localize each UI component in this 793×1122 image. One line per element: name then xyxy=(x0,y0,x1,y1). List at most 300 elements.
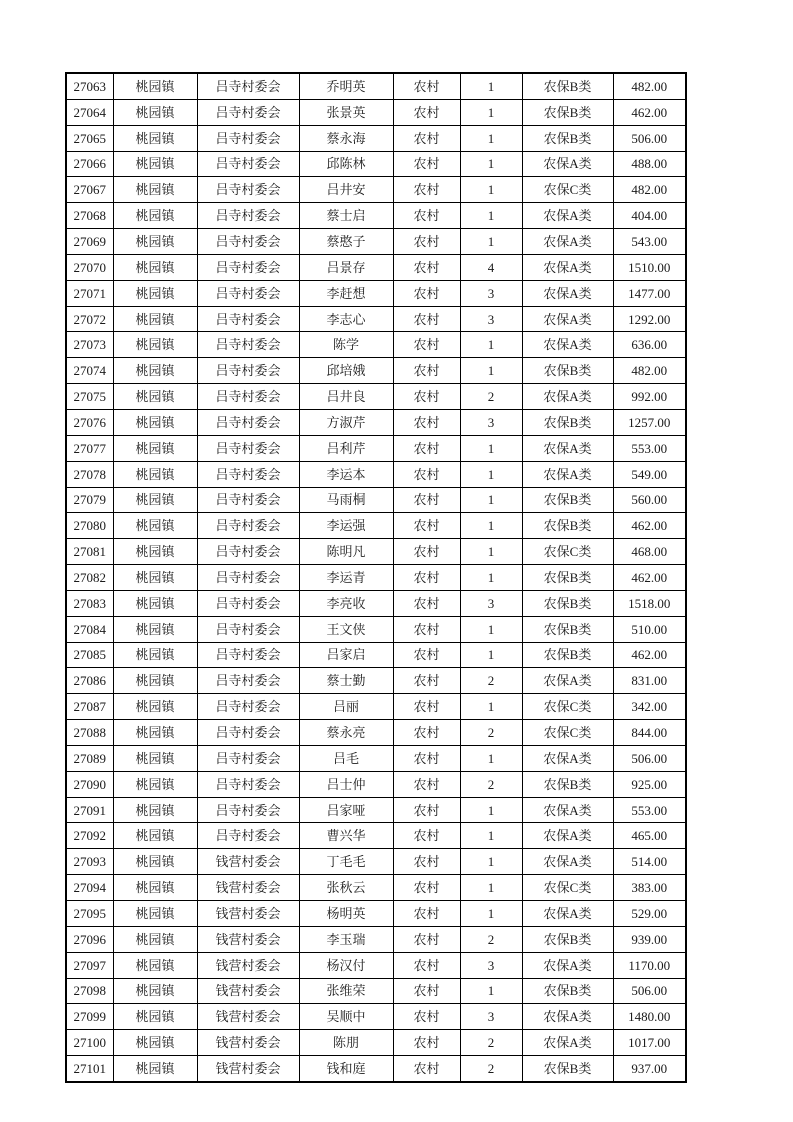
cell-household-type: 农村 xyxy=(393,177,460,203)
cell-insurance-category: 农保B类 xyxy=(522,771,613,797)
cell-household-type: 农村 xyxy=(393,306,460,332)
cell-id: 27070 xyxy=(66,254,113,280)
cell-village: 吕寺村委会 xyxy=(197,616,299,642)
cell-insurance-category: 农保A类 xyxy=(522,306,613,332)
cell-person-count: 2 xyxy=(460,771,522,797)
benefits-table xyxy=(65,72,687,1083)
cell-amount: 1510.00 xyxy=(613,254,686,280)
table-row xyxy=(66,668,686,694)
cell-person-count: 1 xyxy=(460,99,522,125)
cell-amount: 383.00 xyxy=(613,875,686,901)
cell-town: 桃园镇 xyxy=(113,358,197,384)
cell-town: 桃园镇 xyxy=(113,565,197,591)
cell-id: 27076 xyxy=(66,409,113,435)
cell-person-count: 1 xyxy=(460,745,522,771)
cell-insurance-category: 农保B类 xyxy=(522,99,613,125)
cell-name: 张维荣 xyxy=(299,978,393,1004)
cell-name: 杨汉付 xyxy=(299,952,393,978)
cell-village: 吕寺村委会 xyxy=(197,694,299,720)
cell-name: 王文侠 xyxy=(299,616,393,642)
cell-id: 27078 xyxy=(66,461,113,487)
cell-town: 桃园镇 xyxy=(113,875,197,901)
cell-household-type: 农村 xyxy=(393,875,460,901)
cell-town: 桃园镇 xyxy=(113,435,197,461)
cell-id: 27099 xyxy=(66,1004,113,1030)
cell-village: 钱营村委会 xyxy=(197,1030,299,1056)
cell-person-count: 2 xyxy=(460,720,522,746)
cell-village: 吕寺村委会 xyxy=(197,229,299,255)
table-row xyxy=(66,332,686,358)
cell-name: 吴顺中 xyxy=(299,1004,393,1030)
cell-town: 桃园镇 xyxy=(113,926,197,952)
cell-household-type: 农村 xyxy=(393,229,460,255)
cell-person-count: 1 xyxy=(460,177,522,203)
cell-household-type: 农村 xyxy=(393,694,460,720)
cell-town: 桃园镇 xyxy=(113,513,197,539)
cell-town: 桃园镇 xyxy=(113,1030,197,1056)
cell-amount: 1292.00 xyxy=(613,306,686,332)
cell-amount: 342.00 xyxy=(613,694,686,720)
cell-person-count: 1 xyxy=(460,694,522,720)
cell-id: 27072 xyxy=(66,306,113,332)
cell-amount: 404.00 xyxy=(613,203,686,229)
cell-amount: 482.00 xyxy=(613,358,686,384)
cell-household-type: 农村 xyxy=(393,616,460,642)
table-row xyxy=(66,797,686,823)
table-row xyxy=(66,280,686,306)
cell-village: 吕寺村委会 xyxy=(197,720,299,746)
cell-village: 吕寺村委会 xyxy=(197,565,299,591)
cell-insurance-category: 农保C类 xyxy=(522,875,613,901)
cell-insurance-category: 农保B类 xyxy=(522,513,613,539)
cell-amount: 1477.00 xyxy=(613,280,686,306)
cell-person-count: 1 xyxy=(460,849,522,875)
cell-village: 钱营村委会 xyxy=(197,1056,299,1082)
cell-id: 27094 xyxy=(66,875,113,901)
table-row xyxy=(66,384,686,410)
cell-id: 27082 xyxy=(66,565,113,591)
table-row xyxy=(66,849,686,875)
table-row xyxy=(66,435,686,461)
cell-id: 27065 xyxy=(66,125,113,151)
cell-name: 丁毛毛 xyxy=(299,849,393,875)
table-row xyxy=(66,306,686,332)
cell-village: 吕寺村委会 xyxy=(197,771,299,797)
cell-person-count: 3 xyxy=(460,590,522,616)
cell-household-type: 农村 xyxy=(393,358,460,384)
cell-village: 吕寺村委会 xyxy=(197,73,299,99)
cell-household-type: 农村 xyxy=(393,901,460,927)
cell-id: 27077 xyxy=(66,435,113,461)
cell-insurance-category: 农保B类 xyxy=(522,642,613,668)
cell-amount: 482.00 xyxy=(613,177,686,203)
cell-name: 陈明凡 xyxy=(299,539,393,565)
cell-person-count: 3 xyxy=(460,409,522,435)
table-row xyxy=(66,694,686,720)
cell-amount: 462.00 xyxy=(613,99,686,125)
cell-town: 桃园镇 xyxy=(113,642,197,668)
cell-insurance-category: 农保A类 xyxy=(522,823,613,849)
table-row xyxy=(66,590,686,616)
cell-village: 钱营村委会 xyxy=(197,875,299,901)
table-row xyxy=(66,901,686,927)
cell-name: 吕井良 xyxy=(299,384,393,410)
cell-village: 吕寺村委会 xyxy=(197,539,299,565)
cell-id: 27084 xyxy=(66,616,113,642)
cell-insurance-category: 农保A类 xyxy=(522,229,613,255)
cell-person-count: 2 xyxy=(460,668,522,694)
cell-household-type: 农村 xyxy=(393,797,460,823)
cell-village: 吕寺村委会 xyxy=(197,513,299,539)
cell-person-count: 1 xyxy=(460,642,522,668)
cell-household-type: 农村 xyxy=(393,461,460,487)
cell-insurance-category: 农保A类 xyxy=(522,332,613,358)
cell-id: 27100 xyxy=(66,1030,113,1056)
cell-name: 蔡士启 xyxy=(299,203,393,229)
cell-name: 蔡憨子 xyxy=(299,229,393,255)
cell-amount: 1170.00 xyxy=(613,952,686,978)
cell-person-count: 1 xyxy=(460,616,522,642)
cell-town: 桃园镇 xyxy=(113,177,197,203)
cell-id: 27098 xyxy=(66,978,113,1004)
table-row xyxy=(66,513,686,539)
cell-household-type: 农村 xyxy=(393,642,460,668)
cell-household-type: 农村 xyxy=(393,203,460,229)
cell-person-count: 4 xyxy=(460,254,522,280)
table-row xyxy=(66,875,686,901)
cell-town: 桃园镇 xyxy=(113,125,197,151)
cell-town: 桃园镇 xyxy=(113,771,197,797)
cell-insurance-category: 农保C类 xyxy=(522,720,613,746)
cell-village: 吕寺村委会 xyxy=(197,99,299,125)
table-row xyxy=(66,1004,686,1030)
cell-amount: 462.00 xyxy=(613,513,686,539)
cell-household-type: 农村 xyxy=(393,73,460,99)
cell-person-count: 3 xyxy=(460,280,522,306)
cell-insurance-category: 农保A类 xyxy=(522,461,613,487)
cell-amount: 462.00 xyxy=(613,565,686,591)
table-row xyxy=(66,1030,686,1056)
table-row xyxy=(66,409,686,435)
cell-name: 曹兴华 xyxy=(299,823,393,849)
cell-insurance-category: 农保B类 xyxy=(522,409,613,435)
cell-name: 乔明英 xyxy=(299,73,393,99)
table-row xyxy=(66,229,686,255)
table-row xyxy=(66,99,686,125)
cell-insurance-category: 农保A类 xyxy=(522,797,613,823)
cell-amount: 529.00 xyxy=(613,901,686,927)
cell-town: 桃园镇 xyxy=(113,720,197,746)
cell-household-type: 农村 xyxy=(393,1056,460,1082)
cell-town: 桃园镇 xyxy=(113,978,197,1004)
table-row xyxy=(66,823,686,849)
cell-village: 吕寺村委会 xyxy=(197,125,299,151)
cell-household-type: 农村 xyxy=(393,849,460,875)
cell-amount: 482.00 xyxy=(613,73,686,99)
cell-name: 蔡永海 xyxy=(299,125,393,151)
cell-household-type: 农村 xyxy=(393,668,460,694)
cell-village: 吕寺村委会 xyxy=(197,177,299,203)
table-row xyxy=(66,461,686,487)
cell-name: 吕丽 xyxy=(299,694,393,720)
cell-insurance-category: 农保C类 xyxy=(522,694,613,720)
cell-village: 吕寺村委会 xyxy=(197,823,299,849)
cell-id: 27090 xyxy=(66,771,113,797)
cell-insurance-category: 农保B类 xyxy=(522,487,613,513)
cell-id: 27095 xyxy=(66,901,113,927)
cell-town: 桃园镇 xyxy=(113,590,197,616)
cell-name: 李运强 xyxy=(299,513,393,539)
cell-amount: 553.00 xyxy=(613,797,686,823)
cell-village: 吕寺村委会 xyxy=(197,384,299,410)
cell-household-type: 农村 xyxy=(393,771,460,797)
cell-id: 27087 xyxy=(66,694,113,720)
cell-household-type: 农村 xyxy=(393,590,460,616)
cell-name: 李玉瑞 xyxy=(299,926,393,952)
cell-village: 吕寺村委会 xyxy=(197,487,299,513)
table-row xyxy=(66,565,686,591)
cell-town: 桃园镇 xyxy=(113,254,197,280)
cell-person-count: 1 xyxy=(460,358,522,384)
cell-name: 吕毛 xyxy=(299,745,393,771)
cell-amount: 925.00 xyxy=(613,771,686,797)
cell-household-type: 农村 xyxy=(393,409,460,435)
cell-person-count: 3 xyxy=(460,306,522,332)
table-row xyxy=(66,358,686,384)
cell-insurance-category: 农保A类 xyxy=(522,849,613,875)
cell-name: 邱培娥 xyxy=(299,358,393,384)
cell-village: 吕寺村委会 xyxy=(197,280,299,306)
table-row xyxy=(66,203,686,229)
cell-insurance-category: 农保A类 xyxy=(522,901,613,927)
cell-village: 吕寺村委会 xyxy=(197,358,299,384)
cell-town: 桃园镇 xyxy=(113,151,197,177)
cell-person-count: 1 xyxy=(460,435,522,461)
cell-insurance-category: 农保A类 xyxy=(522,668,613,694)
cell-household-type: 农村 xyxy=(393,565,460,591)
cell-town: 桃园镇 xyxy=(113,487,197,513)
cell-name: 吕利芹 xyxy=(299,435,393,461)
cell-amount: 939.00 xyxy=(613,926,686,952)
table-row xyxy=(66,1056,686,1082)
cell-insurance-category: 农保A类 xyxy=(522,1030,613,1056)
cell-town: 桃园镇 xyxy=(113,1056,197,1082)
cell-amount: 1518.00 xyxy=(613,590,686,616)
cell-id: 27064 xyxy=(66,99,113,125)
cell-village: 吕寺村委会 xyxy=(197,590,299,616)
cell-id: 27083 xyxy=(66,590,113,616)
cell-village: 钱营村委会 xyxy=(197,952,299,978)
cell-town: 桃园镇 xyxy=(113,539,197,565)
cell-id: 27101 xyxy=(66,1056,113,1082)
cell-name: 吕家启 xyxy=(299,642,393,668)
cell-village: 吕寺村委会 xyxy=(197,745,299,771)
cell-insurance-category: 农保B类 xyxy=(522,1056,613,1082)
cell-insurance-category: 农保B类 xyxy=(522,73,613,99)
cell-household-type: 农村 xyxy=(393,254,460,280)
cell-name: 吕井安 xyxy=(299,177,393,203)
cell-town: 桃园镇 xyxy=(113,668,197,694)
cell-amount: 553.00 xyxy=(613,435,686,461)
cell-household-type: 农村 xyxy=(393,99,460,125)
table-row xyxy=(66,616,686,642)
cell-amount: 1257.00 xyxy=(613,409,686,435)
cell-amount: 831.00 xyxy=(613,668,686,694)
table-row xyxy=(66,151,686,177)
cell-amount: 488.00 xyxy=(613,151,686,177)
cell-town: 桃园镇 xyxy=(113,73,197,99)
cell-name: 杨明英 xyxy=(299,901,393,927)
table-row xyxy=(66,978,686,1004)
cell-id: 27079 xyxy=(66,487,113,513)
cell-insurance-category: 农保A类 xyxy=(522,203,613,229)
cell-id: 27096 xyxy=(66,926,113,952)
cell-town: 桃园镇 xyxy=(113,203,197,229)
cell-id: 27088 xyxy=(66,720,113,746)
cell-town: 桃园镇 xyxy=(113,280,197,306)
cell-amount: 937.00 xyxy=(613,1056,686,1082)
cell-person-count: 1 xyxy=(460,823,522,849)
cell-amount: 506.00 xyxy=(613,745,686,771)
cell-insurance-category: 农保B类 xyxy=(522,358,613,384)
cell-village: 钱营村委会 xyxy=(197,849,299,875)
cell-amount: 465.00 xyxy=(613,823,686,849)
cell-name: 吕家哑 xyxy=(299,797,393,823)
cell-id: 27068 xyxy=(66,203,113,229)
cell-name: 蔡永亮 xyxy=(299,720,393,746)
cell-name: 李赶想 xyxy=(299,280,393,306)
cell-town: 桃园镇 xyxy=(113,694,197,720)
cell-id: 27075 xyxy=(66,384,113,410)
cell-id: 27069 xyxy=(66,229,113,255)
cell-person-count: 1 xyxy=(460,978,522,1004)
cell-insurance-category: 农保B类 xyxy=(522,616,613,642)
cell-insurance-category: 农保B类 xyxy=(522,926,613,952)
cell-person-count: 1 xyxy=(460,901,522,927)
cell-name: 方淑芹 xyxy=(299,409,393,435)
cell-person-count: 1 xyxy=(460,539,522,565)
cell-id: 27073 xyxy=(66,332,113,358)
cell-amount: 636.00 xyxy=(613,332,686,358)
cell-id: 27089 xyxy=(66,745,113,771)
cell-name: 邱陈林 xyxy=(299,151,393,177)
cell-village: 钱营村委会 xyxy=(197,926,299,952)
cell-village: 吕寺村委会 xyxy=(197,435,299,461)
cell-amount: 1017.00 xyxy=(613,1030,686,1056)
cell-insurance-category: 农保B类 xyxy=(522,125,613,151)
cell-town: 桃园镇 xyxy=(113,952,197,978)
cell-name: 陈学 xyxy=(299,332,393,358)
cell-village: 吕寺村委会 xyxy=(197,461,299,487)
table-row xyxy=(66,177,686,203)
cell-town: 桃园镇 xyxy=(113,229,197,255)
table-row xyxy=(66,771,686,797)
cell-household-type: 农村 xyxy=(393,280,460,306)
cell-amount: 506.00 xyxy=(613,125,686,151)
cell-amount: 462.00 xyxy=(613,642,686,668)
cell-person-count: 2 xyxy=(460,1030,522,1056)
cell-village: 吕寺村委会 xyxy=(197,642,299,668)
cell-village: 吕寺村委会 xyxy=(197,668,299,694)
cell-person-count: 1 xyxy=(460,565,522,591)
cell-insurance-category: 农保A类 xyxy=(522,745,613,771)
cell-person-count: 1 xyxy=(460,73,522,99)
cell-id: 27066 xyxy=(66,151,113,177)
cell-person-count: 1 xyxy=(460,229,522,255)
cell-village: 吕寺村委会 xyxy=(197,203,299,229)
cell-name: 李亮收 xyxy=(299,590,393,616)
cell-amount: 510.00 xyxy=(613,616,686,642)
cell-name: 陈朋 xyxy=(299,1030,393,1056)
cell-insurance-category: 农保A类 xyxy=(522,435,613,461)
cell-id: 27091 xyxy=(66,797,113,823)
cell-amount: 844.00 xyxy=(613,720,686,746)
cell-amount: 560.00 xyxy=(613,487,686,513)
cell-village: 吕寺村委会 xyxy=(197,306,299,332)
cell-village: 吕寺村委会 xyxy=(197,409,299,435)
cell-person-count: 1 xyxy=(460,487,522,513)
cell-id: 27097 xyxy=(66,952,113,978)
cell-household-type: 农村 xyxy=(393,435,460,461)
cell-id: 27093 xyxy=(66,849,113,875)
cell-insurance-category: 农保B类 xyxy=(522,565,613,591)
cell-town: 桃园镇 xyxy=(113,1004,197,1030)
table-row xyxy=(66,487,686,513)
cell-person-count: 1 xyxy=(460,151,522,177)
cell-person-count: 1 xyxy=(460,203,522,229)
table-row xyxy=(66,125,686,151)
cell-person-count: 3 xyxy=(460,1004,522,1030)
cell-amount: 468.00 xyxy=(613,539,686,565)
cell-person-count: 2 xyxy=(460,1056,522,1082)
cell-insurance-category: 农保A类 xyxy=(522,952,613,978)
cell-village: 钱营村委会 xyxy=(197,901,299,927)
cell-village: 钱营村委会 xyxy=(197,978,299,1004)
cell-id: 27081 xyxy=(66,539,113,565)
cell-town: 桃园镇 xyxy=(113,849,197,875)
cell-household-type: 农村 xyxy=(393,384,460,410)
cell-household-type: 农村 xyxy=(393,1004,460,1030)
table-row xyxy=(66,642,686,668)
cell-town: 桃园镇 xyxy=(113,745,197,771)
cell-town: 桃园镇 xyxy=(113,332,197,358)
cell-household-type: 农村 xyxy=(393,125,460,151)
cell-household-type: 农村 xyxy=(393,539,460,565)
table-row xyxy=(66,720,686,746)
cell-household-type: 农村 xyxy=(393,978,460,1004)
cell-town: 桃园镇 xyxy=(113,616,197,642)
cell-town: 桃园镇 xyxy=(113,797,197,823)
cell-insurance-category: 农保C类 xyxy=(522,177,613,203)
cell-id: 27071 xyxy=(66,280,113,306)
cell-town: 桃园镇 xyxy=(113,461,197,487)
cell-town: 桃园镇 xyxy=(113,823,197,849)
cell-id: 27074 xyxy=(66,358,113,384)
cell-town: 桃园镇 xyxy=(113,384,197,410)
cell-name: 马雨桐 xyxy=(299,487,393,513)
cell-insurance-category: 农保A类 xyxy=(522,151,613,177)
cell-village: 钱营村委会 xyxy=(197,1004,299,1030)
cell-household-type: 农村 xyxy=(393,1030,460,1056)
cell-town: 桃园镇 xyxy=(113,99,197,125)
cell-name: 张秋云 xyxy=(299,875,393,901)
cell-household-type: 农村 xyxy=(393,720,460,746)
cell-town: 桃园镇 xyxy=(113,306,197,332)
cell-person-count: 2 xyxy=(460,926,522,952)
cell-insurance-category: 农保B类 xyxy=(522,590,613,616)
cell-town: 桃园镇 xyxy=(113,901,197,927)
cell-town: 桃园镇 xyxy=(113,409,197,435)
